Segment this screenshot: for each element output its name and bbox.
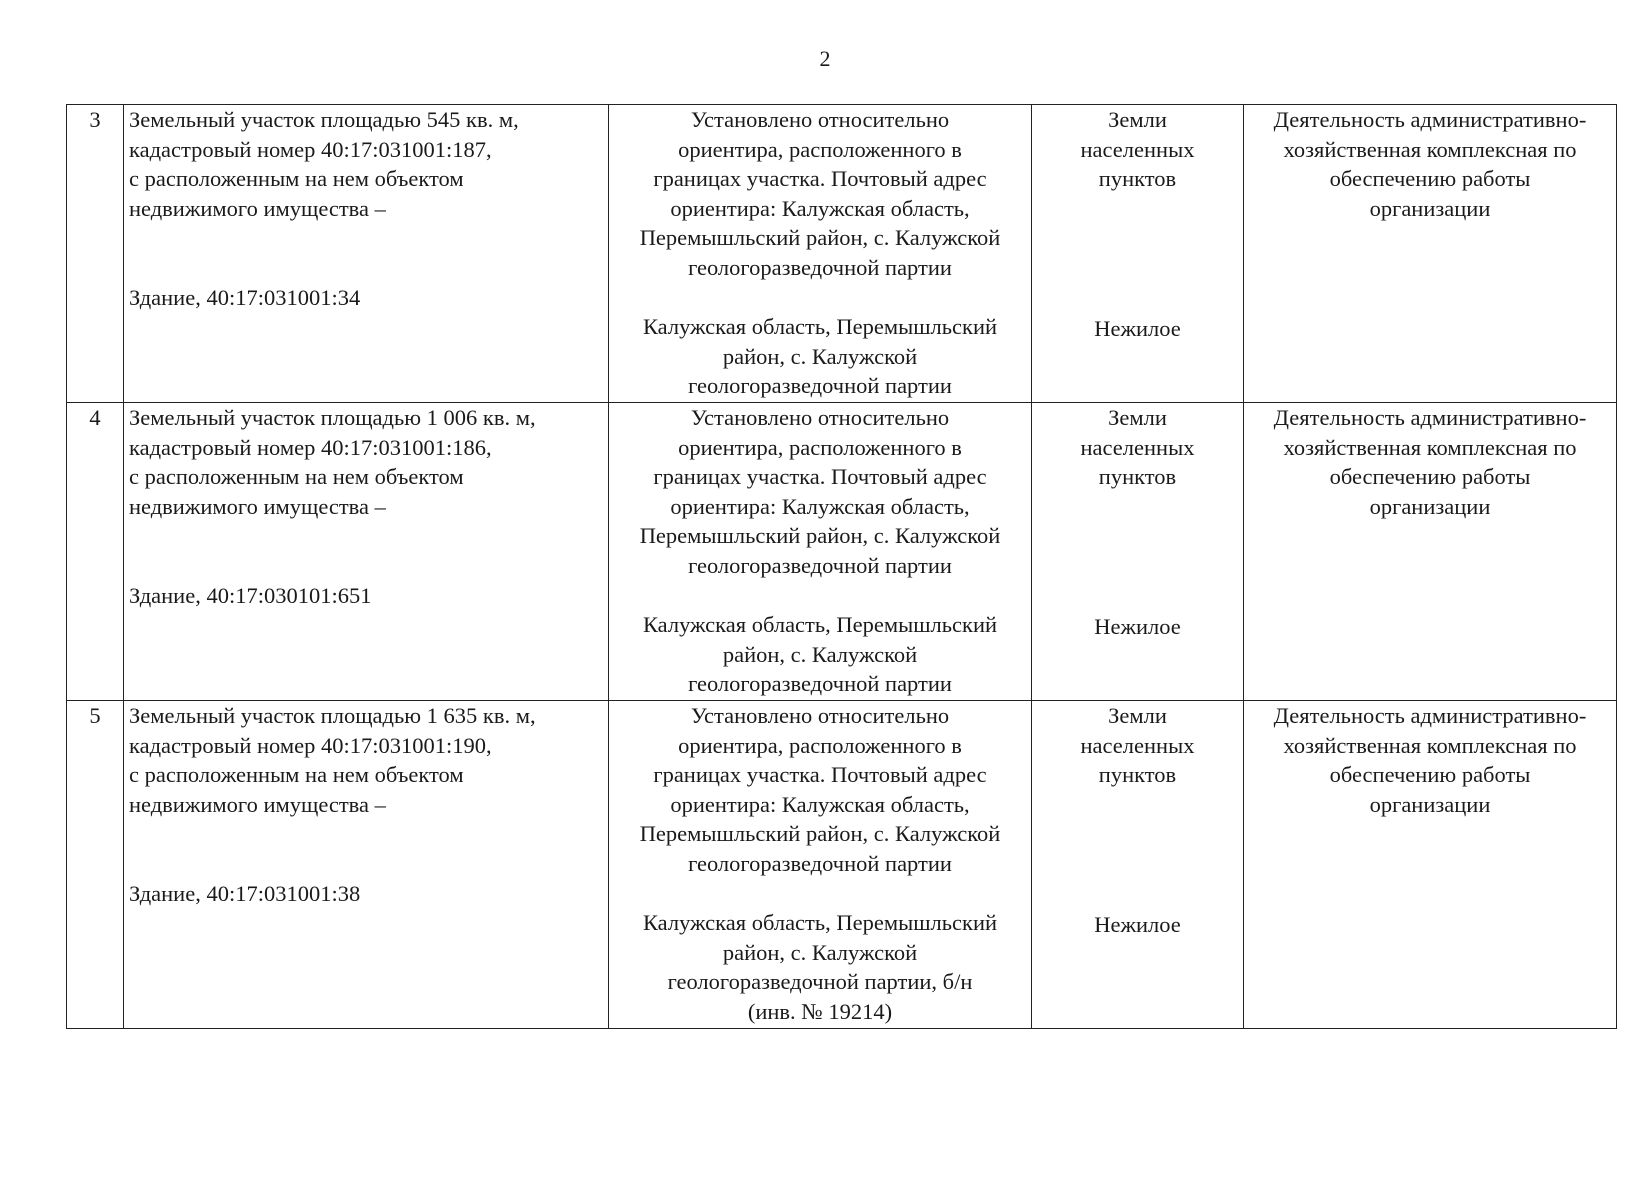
building-address: Калужская область, Перемышльский район, с. Калужской геологоразведочной партии	[642, 612, 998, 696]
building-description: Здание, 40:17:031001:38	[129, 881, 361, 906]
object-cell	[124, 403, 609, 701]
property-table	[66, 104, 1617, 1029]
building-description: Здание, 40:17:031001:34	[129, 285, 361, 310]
building-purpose: Нежилое	[1094, 315, 1181, 341]
row-number: 3	[67, 105, 124, 403]
use-cell	[1244, 105, 1617, 403]
land-plot-address: Установлено относительно ориентира, расположенного в границах участка. Почтовый адрес ориентира: Калужская область, Перемышльский район, с. Калужской геологоразведочной партии	[639, 405, 1001, 578]
land-plot-address: Установлено относительно ориентира, расположенного в границах участка. Почтовый адрес ориентира: Калужская область, Перемышльский район, с. Калужской геологоразведочной партии	[639, 703, 1001, 876]
land-plot-description: Земельный участок площадью 1 635 кв. м, кадастровый номер 40:17:031001:190, с расположенным на нем объектом недвижимого имущества –	[129, 703, 536, 817]
table-row	[67, 403, 1617, 701]
land-plot-address: Установлено относительно ориентира, расположенного в границах участка. Почтовый адрес ориентира: Калужская область, Перемышльский район, с. Калужской геологоразведочной партии	[639, 107, 1001, 280]
building-address: Калужская область, Перемышльский район, с. Калужской геологоразведочной партии	[642, 314, 998, 398]
building-address: Калужская область, Перемышльский район, с. Калужской геологоразведочной партии, б/н (инв. № 19214)	[642, 910, 998, 1024]
row-number: 5	[67, 701, 124, 1029]
category-cell	[1032, 403, 1244, 701]
permitted-use: Деятельность административно- хозяйственная комплексная по обеспечению работы организации	[1273, 107, 1587, 221]
table-row	[67, 105, 1617, 403]
address-cell	[609, 105, 1032, 403]
building-description: Здание, 40:17:030101:651	[129, 583, 372, 608]
address-cell	[609, 403, 1032, 701]
row-number: 4	[67, 403, 124, 701]
land-plot-description: Земельный участок площадью 545 кв. м, кадастровый номер 40:17:031001:187, с расположенным на нем объектом недвижимого имущества –	[129, 107, 519, 221]
use-cell	[1244, 701, 1617, 1029]
page-number: 2	[819, 46, 831, 71]
use-cell	[1244, 403, 1617, 701]
building-purpose: Нежилое	[1094, 613, 1181, 639]
table-row	[67, 701, 1617, 1029]
category-cell	[1032, 105, 1244, 403]
permitted-use: Деятельность административно- хозяйственная комплексная по обеспечению работы организации	[1273, 405, 1587, 519]
land-category: Земли населенных пунктов	[1080, 405, 1195, 489]
land-category: Земли населенных пунктов	[1080, 703, 1195, 787]
permitted-use: Деятельность административно- хозяйственная комплексная по обеспечению работы организации	[1273, 703, 1587, 817]
land-plot-description: Земельный участок площадью 1 006 кв. м, кадастровый номер 40:17:031001:186, с расположенным на нем объектом недвижимого имущества –	[129, 405, 536, 519]
object-cell	[124, 105, 609, 403]
address-cell	[609, 701, 1032, 1029]
category-cell	[1032, 701, 1244, 1029]
land-category: Земли населенных пунктов	[1080, 107, 1195, 191]
object-cell	[124, 701, 609, 1029]
building-purpose: Нежилое	[1094, 911, 1181, 937]
